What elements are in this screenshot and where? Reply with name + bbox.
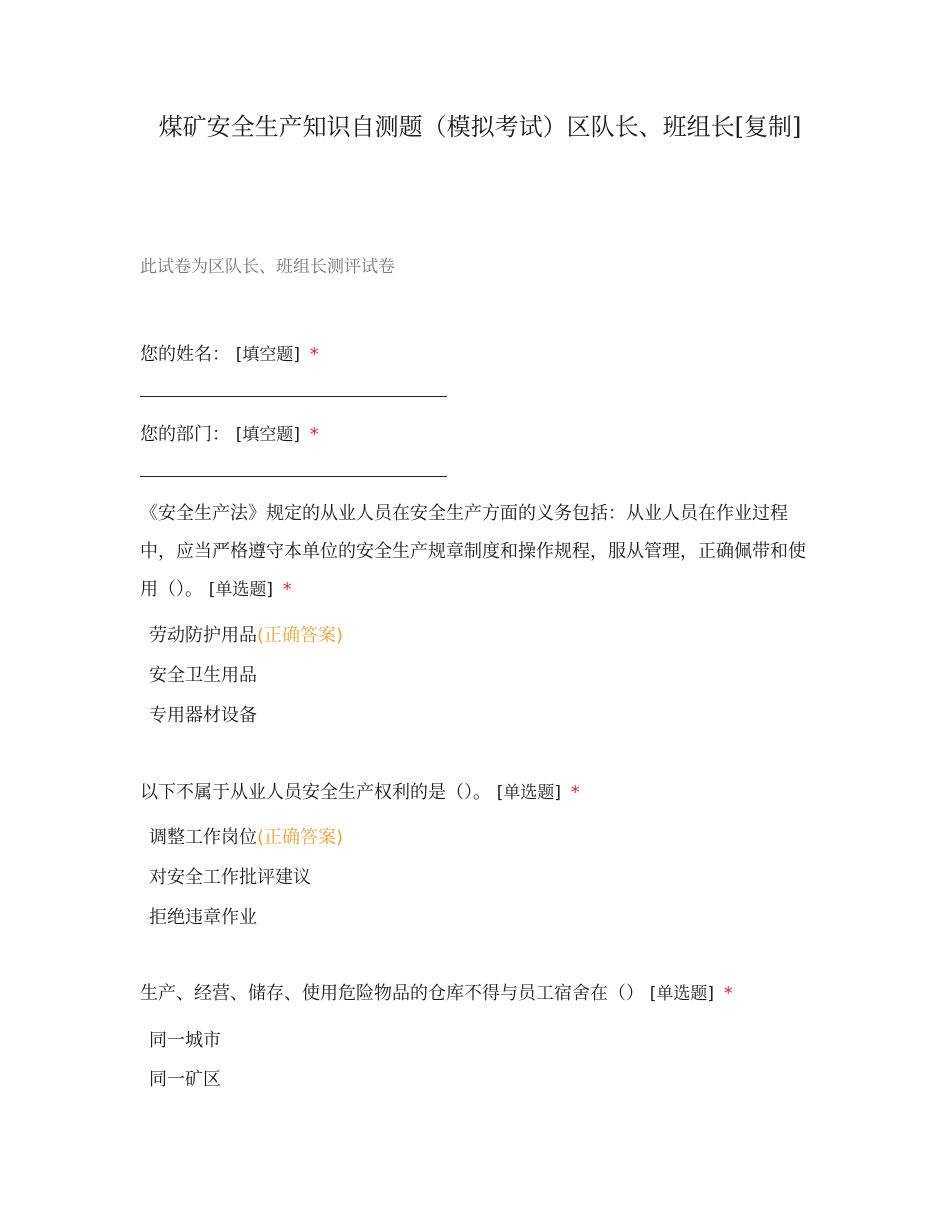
question-text: 生产、经营、储存、使用危险物品的仓库不得与员工宿舍在（） bbox=[140, 983, 644, 1004]
option-item[interactable] bbox=[149, 1029, 221, 1053]
question-warehouse bbox=[140, 975, 820, 1013]
option-label: 同一矿区 bbox=[149, 1069, 221, 1090]
question-type-tag: [填空题] bbox=[235, 425, 300, 445]
question-name bbox=[140, 336, 820, 374]
question-text: 《安全生产法》规定的从业人员在安全生产方面的义务包括：从业人员在作业过程中，应当严格遵守本单位的安全生产规章制度和操作规程，服从管理，正确佩带和使用（）。 bbox=[140, 503, 806, 600]
option-item[interactable] bbox=[149, 906, 257, 930]
option-item[interactable] bbox=[149, 866, 311, 890]
question-department bbox=[140, 416, 820, 454]
required-mark: * bbox=[282, 579, 292, 600]
department-answer-blank[interactable] bbox=[140, 476, 447, 477]
option-label: 劳动防护用品 bbox=[149, 625, 257, 646]
option-item[interactable] bbox=[149, 624, 343, 648]
option-label: 同一城市 bbox=[149, 1030, 221, 1051]
question-type-tag: [单选题] bbox=[496, 783, 561, 803]
correct-answer-mark: (正确答案) bbox=[257, 625, 344, 646]
question-obligations bbox=[140, 495, 820, 609]
option-item[interactable] bbox=[149, 826, 343, 850]
correct-answer-mark: (正确答案) bbox=[257, 827, 344, 848]
option-item[interactable] bbox=[149, 704, 257, 728]
question-text: 以下不属于从业人员安全生产权利的是（）。 bbox=[140, 782, 491, 803]
survey-description: 此试卷为区队长、班组长测评试卷 bbox=[140, 257, 395, 277]
question-type-tag: [填空题] bbox=[235, 345, 300, 365]
required-mark: * bbox=[309, 424, 319, 445]
required-mark: * bbox=[309, 344, 319, 365]
option-item[interactable] bbox=[149, 664, 257, 688]
option-label: 调整工作岗位 bbox=[149, 827, 257, 848]
required-mark: * bbox=[570, 782, 580, 803]
question-rights bbox=[140, 774, 820, 812]
page-title: 煤矿安全生产知识自测题（模拟考试）区队长、班组长[复制] bbox=[158, 113, 802, 141]
option-item[interactable] bbox=[149, 1068, 221, 1092]
option-label: 对安全工作批评建议 bbox=[149, 867, 311, 888]
option-label: 安全卫生用品 bbox=[149, 665, 257, 686]
required-mark: * bbox=[723, 983, 733, 1004]
question-type-tag: [单选题] bbox=[208, 580, 273, 600]
question-text: 您的部门： bbox=[140, 424, 230, 445]
question-type-tag: [单选题] bbox=[649, 984, 714, 1004]
name-answer-blank[interactable] bbox=[140, 396, 447, 397]
option-label: 专用器材设备 bbox=[149, 705, 257, 726]
option-label: 拒绝违章作业 bbox=[149, 907, 257, 928]
question-text: 您的姓名： bbox=[140, 344, 230, 365]
